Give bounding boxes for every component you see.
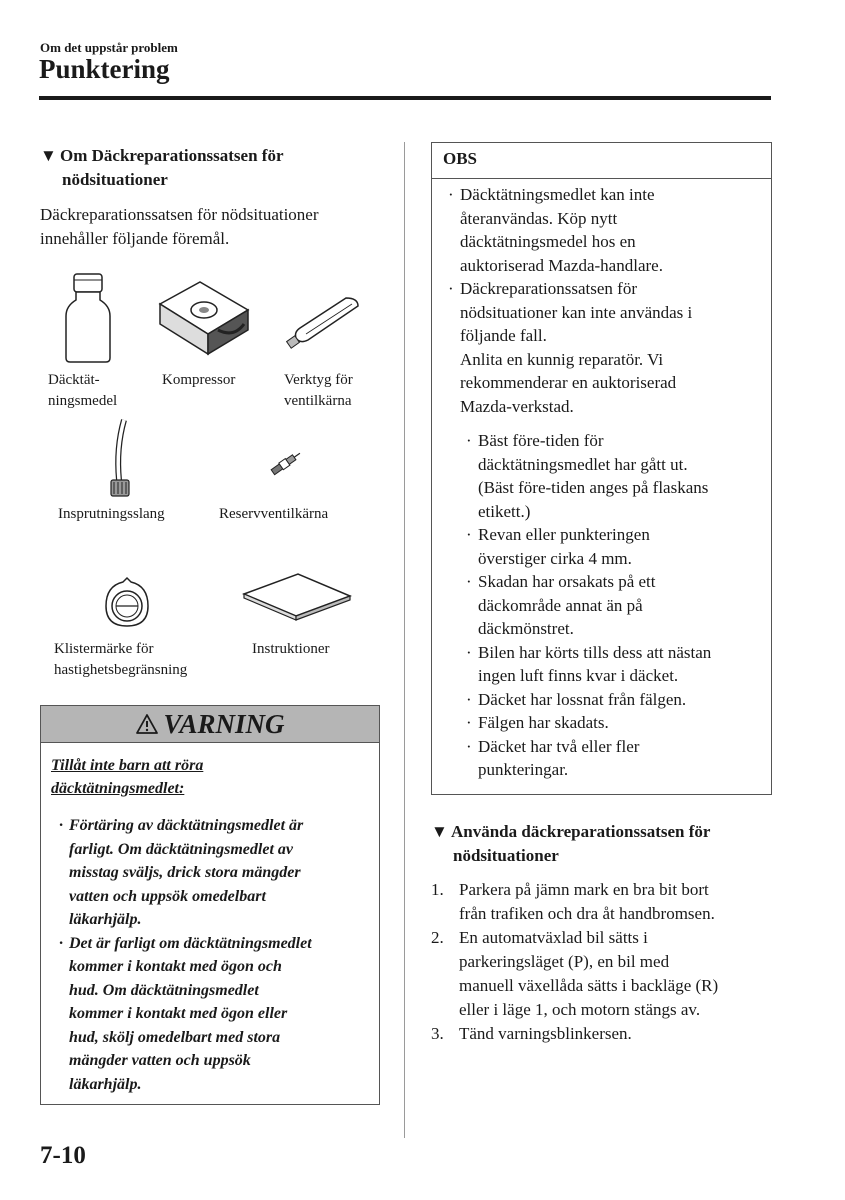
obs-box — [431, 142, 772, 795]
warning-item: · Förtäring av däcktätningsmedlet är farligt. Om däcktätningsmedlet av misstag sväljs, drick stora mängder vatten och uppsök omedelbart läkarhjälp. — [59, 817, 304, 928]
warning-title: VARNING — [163, 708, 285, 739]
warning-header — [41, 706, 379, 743]
valve-core-tool-icon — [286, 294, 362, 352]
obs-sub-item: · Däcket har lossnat från fälgen. — [466, 689, 687, 709]
spare-valve-core-icon — [268, 448, 304, 478]
obs-item: · Däckreparationssatsen för nödsituationer kan inte användas i följande fall. Anlita en kunnig reparatör. Vi rekommenderar en auktoriserad Mazda-verkstad. — [448, 279, 693, 416]
warning-box — [40, 705, 380, 1105]
speed-limit-sticker-icon — [102, 576, 152, 630]
obs-sub-item: · Revan eller punkteringen överstiger cirka 4 mm. — [466, 525, 650, 568]
page-title: Punktering — [39, 54, 170, 84]
page-number: 7-10 — [40, 1142, 86, 1169]
warning-triangle-icon — [135, 713, 159, 735]
obs-list — [448, 183, 768, 418]
kit-contents-intro: Däckreparationssatsen för nödsituationer innehåller följande föremål. — [40, 205, 319, 248]
warning-list — [51, 814, 373, 1096]
item-label-sticker: Klistermärke för hastighetsbegränsning — [54, 641, 188, 678]
obs-header — [432, 143, 771, 179]
obs-sub-list — [466, 429, 766, 782]
warning-item: · Det är farligt om däcktätningsmedlet kommer i kontakt med ögon och hud. Om däcktätningsmedlet kommer i kontakt med ögon eller hud, skölj omedelbart med stora mängder vatten och uppsök läkarhjälp. — [59, 934, 312, 1093]
step-item: 3. Tänd varningsblinkersen. — [431, 1024, 632, 1043]
usage-heading: ▼ Använda däckreparationssatsen för nödsituationer — [431, 822, 711, 865]
item-label-spare-core: Reservventilkärna — [219, 506, 329, 522]
title-rule — [39, 96, 771, 100]
item-label-compressor: Kompressor — [162, 372, 236, 388]
obs-sub-item: · Fälgen har skadats. — [466, 713, 609, 732]
injection-hose-icon — [102, 418, 134, 500]
compressor-icon — [156, 276, 252, 358]
section-label: Om det uppstår problem — [40, 40, 178, 55]
obs-sub-item: · Bäst före-tiden för däcktätningsmedlet har gått ut. (Bäst före-tiden anges på flaskans etikett.) — [466, 431, 709, 521]
column-divider — [404, 142, 405, 1138]
step-item: 1. Parkera på jämn mark en bra bit bort från trafiken och dra åt handbromsen. — [431, 880, 715, 923]
obs-sub-item: · Däcket har två eller fler punkteringar. — [466, 736, 640, 779]
item-label-hose: Insprutningsslang — [58, 506, 165, 522]
sealant-bottle-icon — [60, 272, 116, 364]
steps-list — [431, 878, 776, 1046]
obs-title: OBS — [443, 149, 478, 168]
instructions-icon — [242, 572, 352, 622]
triangle-bullet-icon: ▼ — [40, 146, 57, 165]
triangle-bullet-icon: ▼ — [431, 822, 448, 841]
obs-sub-item: · Bilen har körts tills dess att nästan ingen luft finns kvar i däcket. — [466, 642, 712, 685]
obs-item: · Däcktätningsmedlet kan inte återanvändas. Köp nytt däcktätningsmedel hos en auktoriserad Mazda-handlare. — [448, 185, 663, 275]
warning-lead: Tillåt inte barn att röra däcktätningsmedlet: — [51, 757, 204, 797]
item-label-instructions: Instruktioner — [252, 641, 330, 657]
obs-sub-item: · Skadan har orsakats på ett däckområde annat än på däckmönstret. — [466, 572, 656, 638]
item-label-sealant: Däcktät- ningsmedel — [48, 372, 118, 409]
kit-contents-heading: ▼ Om Däckreparationssatsen för nödsituationer — [40, 146, 284, 189]
step-item: 2. En automatväxlad bil sätts i parkeringsläget (P), en bil med manuell växellåda sätts i backläge (R) eller i läge 1, och motorn stängs av. — [431, 928, 719, 1019]
item-label-valve-tool: Verktyg för ventilkärna — [284, 372, 353, 409]
